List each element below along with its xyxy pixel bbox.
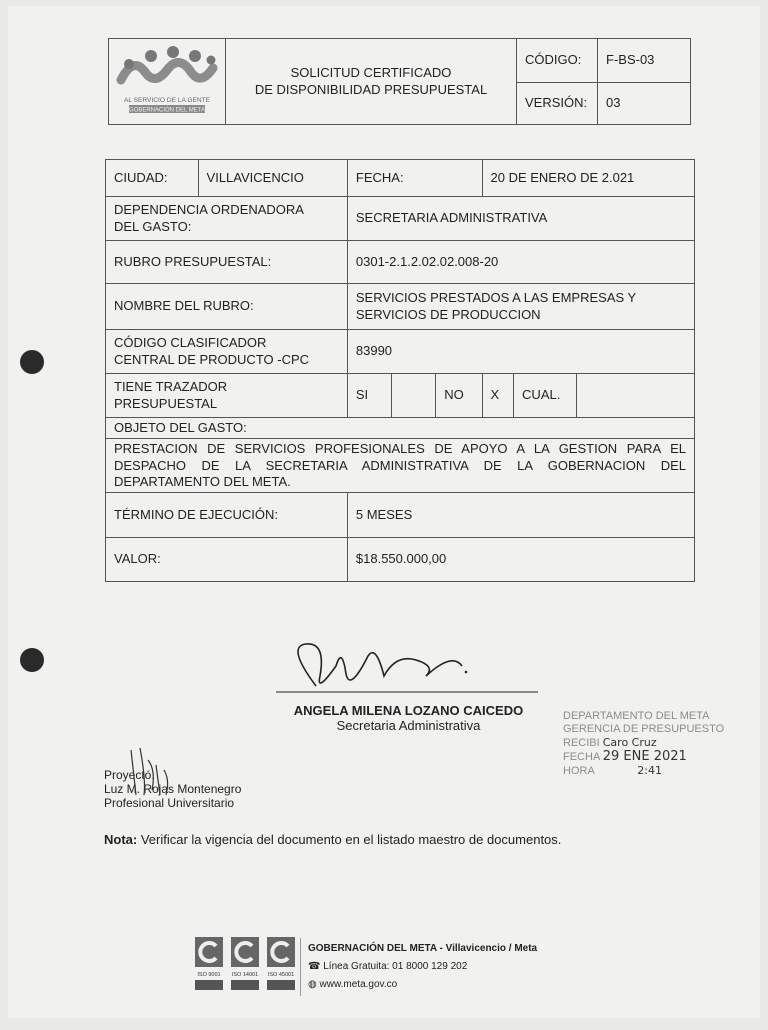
cpc-label <box>106 330 348 374</box>
objeto-label: OBJETO DEL GASTO: <box>106 418 695 439</box>
logo-text-1: AL SERVICIO DE LA GENTE <box>123 97 211 105</box>
iso-45001-badge <box>266 936 296 996</box>
objeto-line-1: PRESTACION DE SERVICIOS PROFESIONALES DE APOYO A LA GESTION PARA EL <box>114 441 686 457</box>
cpc-label-line-2: CENTRAL DE PRODUCTO -CPC <box>114 351 310 367</box>
prepared-role: Profesional Universitario <box>104 796 235 810</box>
form-title-cell <box>226 39 517 125</box>
stamp-recibi-value: Caro Cruz <box>602 736 657 749</box>
ciudad-value: VILLAVICENCIO <box>198 160 347 197</box>
valor-label: VALOR: <box>106 538 348 582</box>
objeto-value <box>106 439 695 493</box>
trazador-label-line-2: PRESUPUESTAL <box>114 395 218 411</box>
nombre-rubro-value-line-1: SERVICIOS PRESTADOS A LAS EMPRESAS Y <box>355 290 637 306</box>
globe-icon: ◍ <box>308 979 317 990</box>
cual-value <box>577 374 695 418</box>
trazador-label-line-1: TIENE TRAZADOR <box>114 379 228 395</box>
footer-divider <box>300 938 301 996</box>
note-label: Nota: <box>104 832 138 847</box>
logo-text-2: GOBERNACIÓN DEL META <box>128 107 206 114</box>
si-label: SI <box>347 374 391 418</box>
si-mark <box>392 374 436 418</box>
fecha-label: FECHA: <box>347 160 482 197</box>
document-page <box>8 6 760 1018</box>
dependencia-label-line-2: DEL GASTO: <box>114 218 192 234</box>
receipt-stamp <box>563 710 733 778</box>
stamp-fecha-value: 29 ENE 2021 <box>602 749 687 764</box>
objeto-line-2: DESPACHO DE LA SECRETARIA ADMINISTRATIVA DE LA GOBERNACION DEL <box>114 457 686 473</box>
note <box>104 832 561 847</box>
prepared-name: Luz M. Rojas Montenegro <box>104 782 242 796</box>
signer-name: ANGELA MILENA LOZANO CAICEDO <box>293 703 524 718</box>
valor-value: $18.550.000,00 <box>347 538 694 582</box>
termino-value: 5 MESES <box>347 493 694 538</box>
signature-block <box>276 636 541 733</box>
stamp-fecha <box>563 750 733 764</box>
no-mark: X <box>482 374 514 418</box>
budget-form-table <box>105 159 695 582</box>
ciudad-label: CIUDAD: <box>106 160 199 197</box>
nombre-rubro-label: NOMBRE DEL RUBRO: <box>106 284 348 330</box>
version-label: VERSIÓN: <box>517 83 598 125</box>
footer <box>184 936 564 1000</box>
version-value: 03 <box>598 83 691 125</box>
objeto-line-3: DEPARTAMENTO DEL META. <box>114 473 291 489</box>
footer-contact <box>308 940 537 994</box>
stamp-hora-label: HORA <box>563 765 595 777</box>
no-label: NO <box>436 374 482 418</box>
footer-org: GOBERNACIÓN DEL META - Villavicencio / Meta <box>308 943 538 954</box>
rubro-value: 0301-2.1.2.02.02.008-20 <box>347 241 694 284</box>
cpc-label-line-1: CÓDIGO CLASIFICADOR <box>114 335 267 351</box>
svg-text:ISO 14001: ISO 14001 <box>231 972 259 978</box>
prepared-label: Proyectó: <box>104 768 155 782</box>
svg-text:ISO 45001: ISO 45001 <box>267 972 295 978</box>
phone-icon: ☎ <box>308 961 321 972</box>
signer-title: Secretaria Administrativa <box>336 718 481 733</box>
stamp-hora-value: 2:41 <box>637 764 662 777</box>
stamp-line-1: DEPARTAMENTO DEL META <box>563 710 710 722</box>
gobernacion-logo <box>115 42 219 116</box>
stamp-line-2: GERENCIA DE PRESUPUESTO <box>563 723 725 735</box>
codigo-value: F-BS-03 <box>598 39 691 83</box>
header-table <box>108 38 691 125</box>
stamp-recibi-label: RECIBI <box>563 737 600 749</box>
punch-hole <box>20 648 44 672</box>
cual-label: CUAL. <box>514 374 577 418</box>
footer-phone: Línea Gratuita: 01 8000 129 202 <box>323 961 468 972</box>
cpc-value: 83990 <box>347 330 694 374</box>
initials-signature <box>126 740 176 800</box>
stamp-hora <box>563 764 733 778</box>
punch-hole <box>20 350 44 374</box>
stamp-fecha-label: FECHA <box>563 751 600 763</box>
footer-web-row <box>308 976 537 994</box>
stamp-recibi <box>563 736 733 750</box>
nombre-rubro-value <box>347 284 694 330</box>
dependencia-value: SECRETARIA ADMINISTRATIVA <box>347 197 694 241</box>
codigo-label: CÓDIGO: <box>517 39 598 83</box>
fecha-value: 20 DE ENERO DE 2.021 <box>482 160 695 197</box>
handwritten-signature <box>276 636 541 696</box>
rubro-label: RUBRO PRESUPUESTAL: <box>106 241 348 284</box>
footer-phone-row <box>308 958 537 976</box>
dependencia-label-line-1: DEPENDENCIA ORDENADORA <box>114 202 304 218</box>
logo-cell <box>109 39 226 125</box>
note-text: Verificar la vigencia del documento en el listado maestro de documentos. <box>137 832 562 847</box>
form-title-line-2: DE DISPONIBILIDAD PRESUPUESTAL <box>254 81 488 97</box>
trazador-label <box>106 374 348 418</box>
iso-14001-badge <box>230 936 260 996</box>
dependencia-label <box>106 197 348 241</box>
nombre-rubro-value-line-2: SERVICIOS DE PRODUCCION <box>355 306 541 322</box>
termino-label: TÉRMINO DE EJECUCIÓN: <box>106 493 348 538</box>
iso-9001-badge <box>194 936 224 996</box>
form-title-line-1: SOLICITUD CERTIFICADO <box>290 65 452 81</box>
svg-text:ISO 9001: ISO 9001 <box>197 972 221 978</box>
footer-web[interactable]: www.meta.gov.co <box>319 979 398 990</box>
prepared-by-block <box>104 768 241 810</box>
